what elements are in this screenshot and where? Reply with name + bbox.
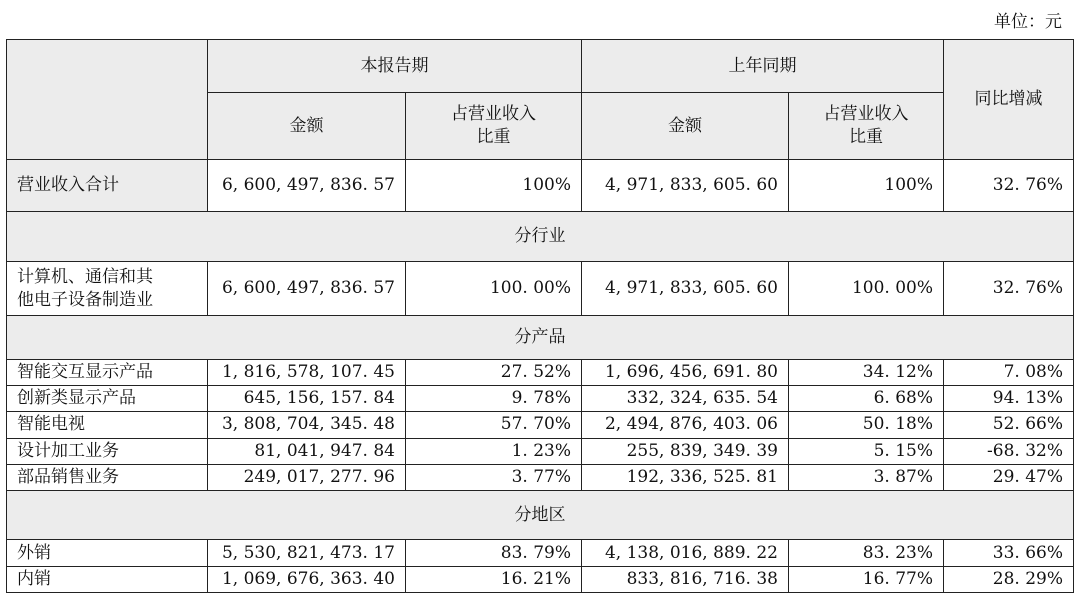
row-label: 设计加工业务 bbox=[7, 438, 208, 464]
current-share: 3. 77% bbox=[406, 464, 582, 490]
current-amount: 1, 069, 676, 363. 40 bbox=[208, 566, 406, 592]
unit-label: 单位：元 bbox=[994, 12, 1062, 32]
prior-amount: 4, 138, 016, 889. 22 bbox=[582, 540, 789, 566]
yoy-change: 29. 47% bbox=[944, 464, 1074, 490]
total-prior-amount: 4, 971, 833, 605. 60 bbox=[582, 160, 789, 211]
prior-share: 83. 23% bbox=[789, 540, 944, 566]
row-label: 内销 bbox=[7, 566, 208, 592]
total-label: 营业收入合计 bbox=[7, 160, 208, 211]
table-row bbox=[7, 359, 1074, 385]
section-product-row bbox=[7, 316, 1074, 359]
section-title-product: 分产品 bbox=[7, 316, 1074, 359]
header-current-share-line1: 占营业收入 bbox=[451, 104, 536, 125]
total-yoy: 32. 76% bbox=[944, 160, 1074, 211]
prior-share: 100. 00% bbox=[789, 261, 944, 315]
current-share: 16. 21% bbox=[406, 566, 582, 592]
yoy-change: 7. 08% bbox=[944, 359, 1074, 385]
row-label-line1: 计算机、通信和其 bbox=[17, 266, 153, 287]
current-share: 57. 70% bbox=[406, 412, 582, 438]
total-row bbox=[7, 160, 1074, 211]
header-prior-share-line2: 比重 bbox=[849, 127, 883, 148]
row-label: 部品销售业务 bbox=[7, 464, 208, 490]
yoy-change: 33. 66% bbox=[944, 540, 1074, 566]
header-yoy-change: 同比增减 bbox=[944, 40, 1074, 160]
prior-share: 34. 12% bbox=[789, 359, 944, 385]
table-row bbox=[7, 261, 1074, 315]
row-label: 智能电视 bbox=[7, 412, 208, 438]
header-prior-period: 上年同期 bbox=[582, 40, 944, 93]
table-row bbox=[7, 412, 1074, 438]
yoy-change: 52. 66% bbox=[944, 412, 1074, 438]
header-corner-cell bbox=[7, 40, 208, 160]
current-share: 83. 79% bbox=[406, 540, 582, 566]
current-amount: 6, 600, 497, 836. 57 bbox=[208, 261, 406, 315]
yoy-change: 32. 76% bbox=[944, 261, 1074, 315]
header-prior-share-line1: 占营业收入 bbox=[823, 104, 909, 125]
section-title-region: 分地区 bbox=[7, 491, 1074, 540]
prior-share: 6. 68% bbox=[789, 386, 944, 412]
current-share: 1. 23% bbox=[406, 438, 582, 464]
row-label: 外销 bbox=[7, 540, 208, 566]
table-row bbox=[7, 438, 1074, 464]
prior-amount: 833, 816, 716. 38 bbox=[582, 566, 789, 592]
section-title-industry: 分行业 bbox=[7, 211, 1074, 261]
current-amount: 81, 041, 947. 84 bbox=[208, 438, 406, 464]
current-amount: 1, 816, 578, 107. 45 bbox=[208, 359, 406, 385]
current-amount: 5, 530, 821, 473. 17 bbox=[208, 540, 406, 566]
row-label bbox=[7, 261, 208, 315]
current-share: 100. 00% bbox=[406, 261, 582, 315]
total-current-amount: 6, 600, 497, 836. 57 bbox=[208, 160, 406, 211]
yoy-change: 94. 13% bbox=[944, 386, 1074, 412]
prior-amount: 255, 839, 349. 39 bbox=[582, 438, 789, 464]
prior-amount: 332, 324, 635. 54 bbox=[582, 386, 789, 412]
prior-amount: 192, 336, 525. 81 bbox=[582, 464, 789, 490]
section-industry-row bbox=[7, 211, 1074, 261]
prior-amount: 1, 696, 456, 691. 80 bbox=[582, 359, 789, 385]
yoy-change: -68. 32% bbox=[944, 438, 1074, 464]
revenue-table bbox=[6, 39, 1074, 593]
current-amount: 3, 808, 704, 345. 48 bbox=[208, 412, 406, 438]
section-region-row bbox=[7, 491, 1074, 540]
row-label: 智能交互显示产品 bbox=[7, 359, 208, 385]
row-label-line2: 他电子设备制造业 bbox=[17, 289, 153, 310]
current-share: 9. 78% bbox=[406, 386, 582, 412]
header-current-share bbox=[406, 93, 582, 160]
table-row bbox=[7, 540, 1074, 566]
prior-share: 5. 15% bbox=[789, 438, 944, 464]
header-current-share-line2: 比重 bbox=[476, 127, 511, 148]
header-current-amount: 金额 bbox=[208, 93, 406, 160]
total-prior-share: 100% bbox=[789, 160, 944, 211]
prior-amount: 4, 971, 833, 605. 60 bbox=[582, 261, 789, 315]
current-amount: 249, 017, 277. 96 bbox=[208, 464, 406, 490]
prior-amount: 2, 494, 876, 403. 06 bbox=[582, 412, 789, 438]
current-amount: 645, 156, 157. 84 bbox=[208, 386, 406, 412]
header-current-period: 本报告期 bbox=[208, 40, 582, 93]
table-row bbox=[7, 566, 1074, 592]
prior-share: 16. 77% bbox=[789, 566, 944, 592]
current-share: 27. 52% bbox=[406, 359, 582, 385]
yoy-change: 28. 29% bbox=[944, 566, 1074, 592]
prior-share: 50. 18% bbox=[789, 412, 944, 438]
prior-share: 3. 87% bbox=[789, 464, 944, 490]
table-row bbox=[7, 386, 1074, 412]
header-prior-share bbox=[789, 93, 944, 160]
header-row-1 bbox=[7, 40, 1074, 93]
header-prior-amount: 金额 bbox=[582, 93, 789, 160]
row-label: 创新类显示产品 bbox=[7, 386, 208, 412]
total-current-share: 100% bbox=[406, 160, 582, 211]
table-row bbox=[7, 464, 1074, 490]
